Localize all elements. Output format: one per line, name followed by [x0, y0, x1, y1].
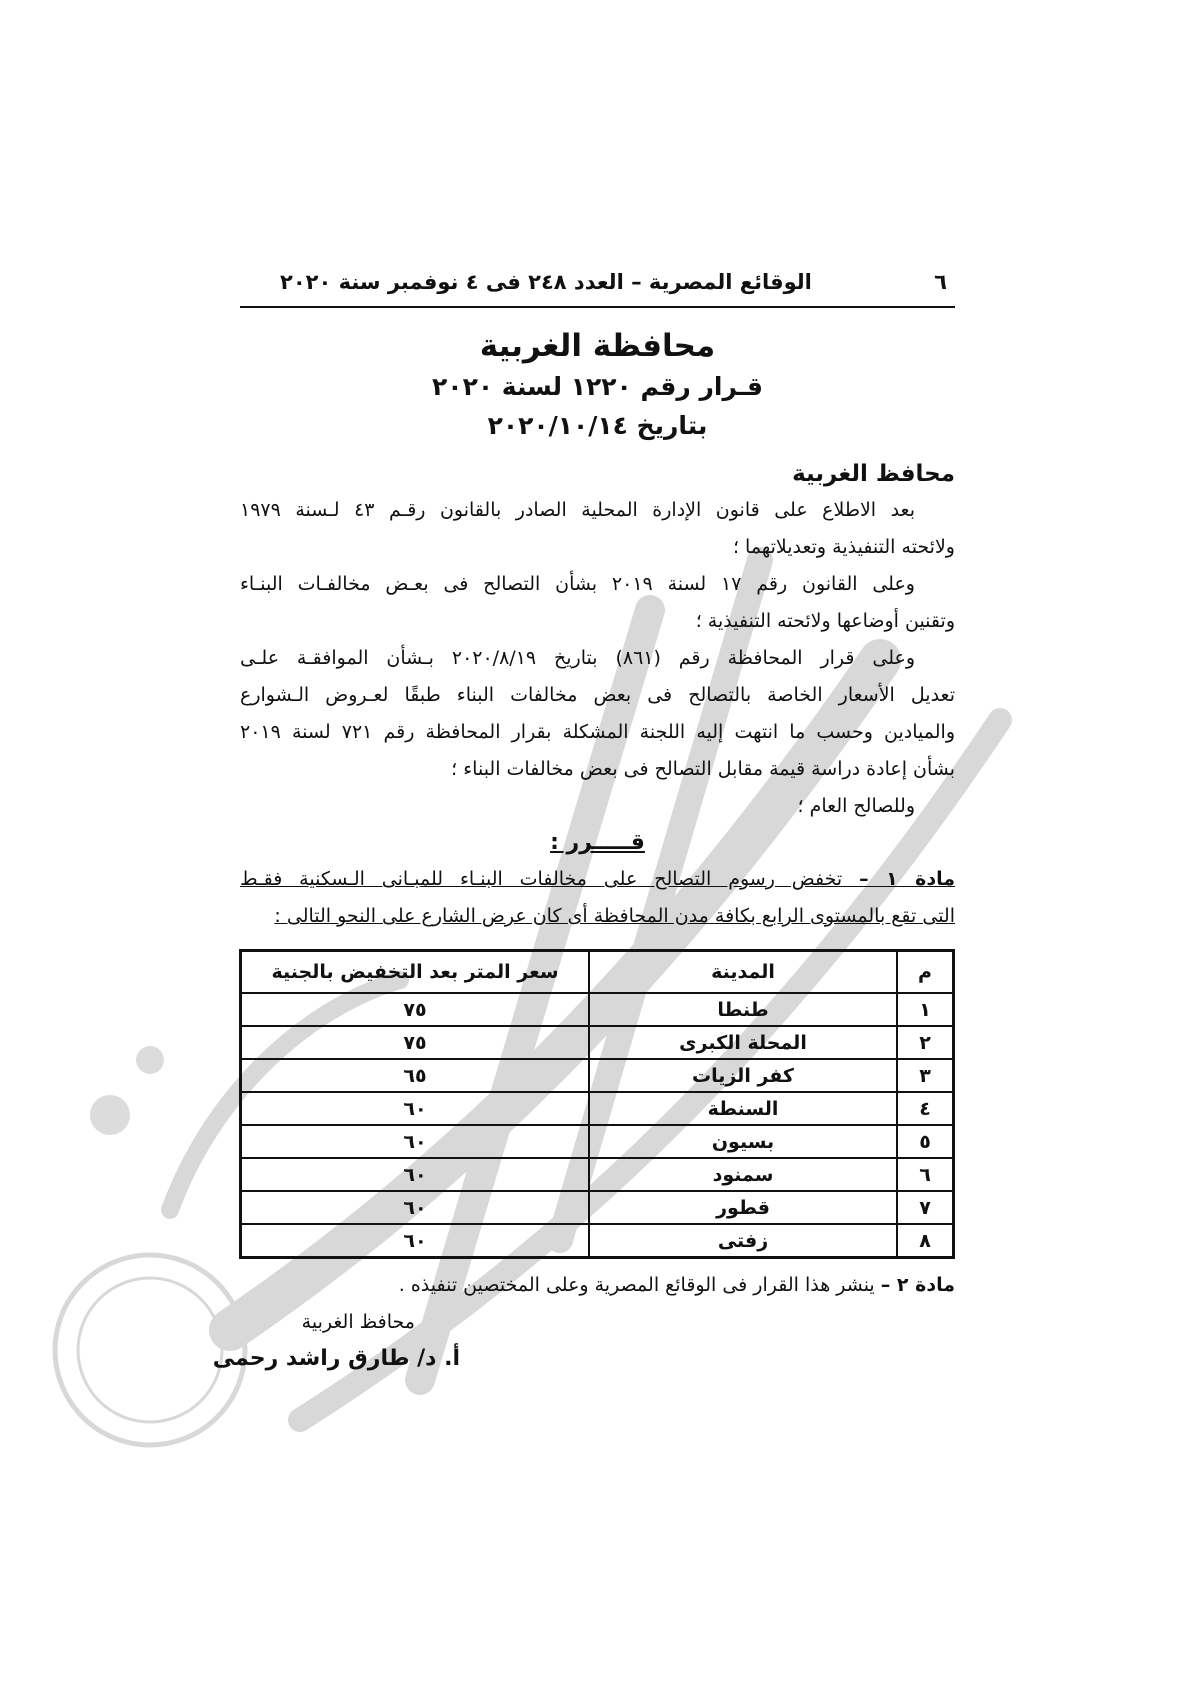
recital-line: وعلى قرار المحافظة رقم (٨٦١) بتاريخ ٢٠٢٠/٨/١٩ بـشأن الموافقـة علـى — [240, 647, 916, 669]
recital-line: ولائحته التنفيذية وتعديلاتهما ؛ — [732, 536, 955, 558]
serial-cell: ٨ — [897, 1224, 954, 1258]
article-1-text: تخفض رسوم التصالح على مخالفات البنـاء للمبـانى الـسكنية فقـط — [240, 868, 843, 890]
city-cell: قطور — [589, 1191, 897, 1224]
price-cell: ٧٥ — [241, 1026, 590, 1059]
price-cell: ٦٠ — [241, 1158, 590, 1191]
gazette-page — [212, 270, 955, 1379]
recital-line: تعديل الأسعار الخاصة بالتصالح فى بعض مخالفات البناء طبقًا لعـروض الـشوارع — [240, 684, 955, 706]
decides-heading: قـــــرر : — [550, 830, 645, 855]
decree-number: قـرار رقم ١٢٢٠ لسنة ٢٠٢٠ — [432, 372, 763, 401]
article-2-text: ينشر هذا القرار فى الوقائع المصرية وعلى المختصين تنفيذه . — [398, 1274, 875, 1296]
article-1-label: مادة ١ – — [859, 868, 955, 890]
journal-issue-line: الوقائع المصرية – العدد ٢٤٨ فى ٤ نوفمبر سنة ٢٠٢٠ — [280, 270, 812, 294]
header-city: المدينة — [589, 951, 897, 994]
price-cell: ٧٥ — [241, 993, 590, 1026]
price-cell: ٦٥ — [241, 1059, 590, 1092]
city-cell: المحلة الكبرى — [589, 1026, 897, 1059]
governorate-title: محافظة الغربية — [479, 328, 716, 364]
serial-cell: ٣ — [897, 1059, 954, 1092]
issuer-heading: محافظ الغربية — [792, 461, 955, 487]
serial-cell: ٧ — [897, 1191, 954, 1224]
decree-date: بتاريخ ٢٠٢٠/١٠/١٤ — [487, 411, 708, 440]
table-row — [241, 1026, 954, 1059]
table-row — [241, 1224, 954, 1258]
article-1-line-1 — [240, 861, 955, 898]
recital-line: بشأن إعادة دراسة قيمة مقابل التصالح فى بعض مخالفات البناء ؛ — [451, 758, 955, 780]
serial-cell: ١ — [897, 993, 954, 1026]
city-cell: زفتى — [589, 1224, 897, 1258]
price-cell: ٦٠ — [241, 1125, 590, 1158]
table-row — [241, 1191, 954, 1224]
price-cell: ٦٠ — [241, 1191, 590, 1224]
signer-title: محافظ الغربية — [301, 1311, 415, 1333]
article-1-line-2: التى تقع بالمستوى الرابع بكافة مدن المحافظة أى كان عرض الشارع على النحو التالى : — [274, 905, 955, 927]
recital-line: وعلى القانون رقم ١٧ لسنة ٢٠١٩ بشأن التصالح فى بعـض مخالفـات البنـاء — [240, 573, 915, 595]
article-2 — [240, 1267, 955, 1303]
page-number: ٦ — [934, 270, 947, 294]
header-price: سعر المتر بعد التخفيض بالجنية — [241, 951, 590, 994]
recital-line: والميادين وحسب ما انتهت إليه اللجنة المشكلة بقرار المحافظة رقم ٧٢١ لسنة ٢٠١٩ — [240, 721, 955, 743]
serial-cell: ٦ — [897, 1158, 954, 1191]
header-serial: م — [897, 951, 954, 994]
serial-cell: ٥ — [897, 1125, 954, 1158]
recital-line: بعد الاطلاع على قانون الإدارة المحلية الصادر بالقانون رقـم ٤٣ لـسنة ١٩٧٩ — [240, 499, 915, 521]
price-cell: ٦٠ — [241, 1092, 590, 1125]
recital-line: وتقنين أوضاعها ولائحته التنفيذية ؛ — [695, 610, 955, 632]
article-2-label: مادة ٢ – — [880, 1274, 955, 1296]
city-cell: السنطة — [589, 1092, 897, 1125]
price-cell: ٦٠ — [241, 1224, 590, 1258]
decree-title-block — [240, 324, 955, 446]
table-header-row — [241, 951, 954, 994]
table-row — [241, 1125, 954, 1158]
city-cell: طنطا — [589, 993, 897, 1026]
table-row — [241, 1092, 954, 1125]
rates-table — [239, 949, 955, 1259]
serial-cell: ٢ — [897, 1026, 954, 1059]
city-cell: كفر الزيات — [589, 1059, 897, 1092]
table-row — [241, 993, 954, 1026]
city-cell: سمنود — [589, 1158, 897, 1191]
table-row — [241, 1059, 954, 1092]
page-header — [240, 270, 955, 308]
city-cell: بسيون — [589, 1125, 897, 1158]
serial-cell: ٤ — [897, 1092, 954, 1125]
recital-line: وللصالح العام ؛ — [797, 795, 915, 817]
table-row — [241, 1158, 954, 1191]
signer-name: أ. د/ طارق راشد رحمى — [212, 1346, 460, 1371]
